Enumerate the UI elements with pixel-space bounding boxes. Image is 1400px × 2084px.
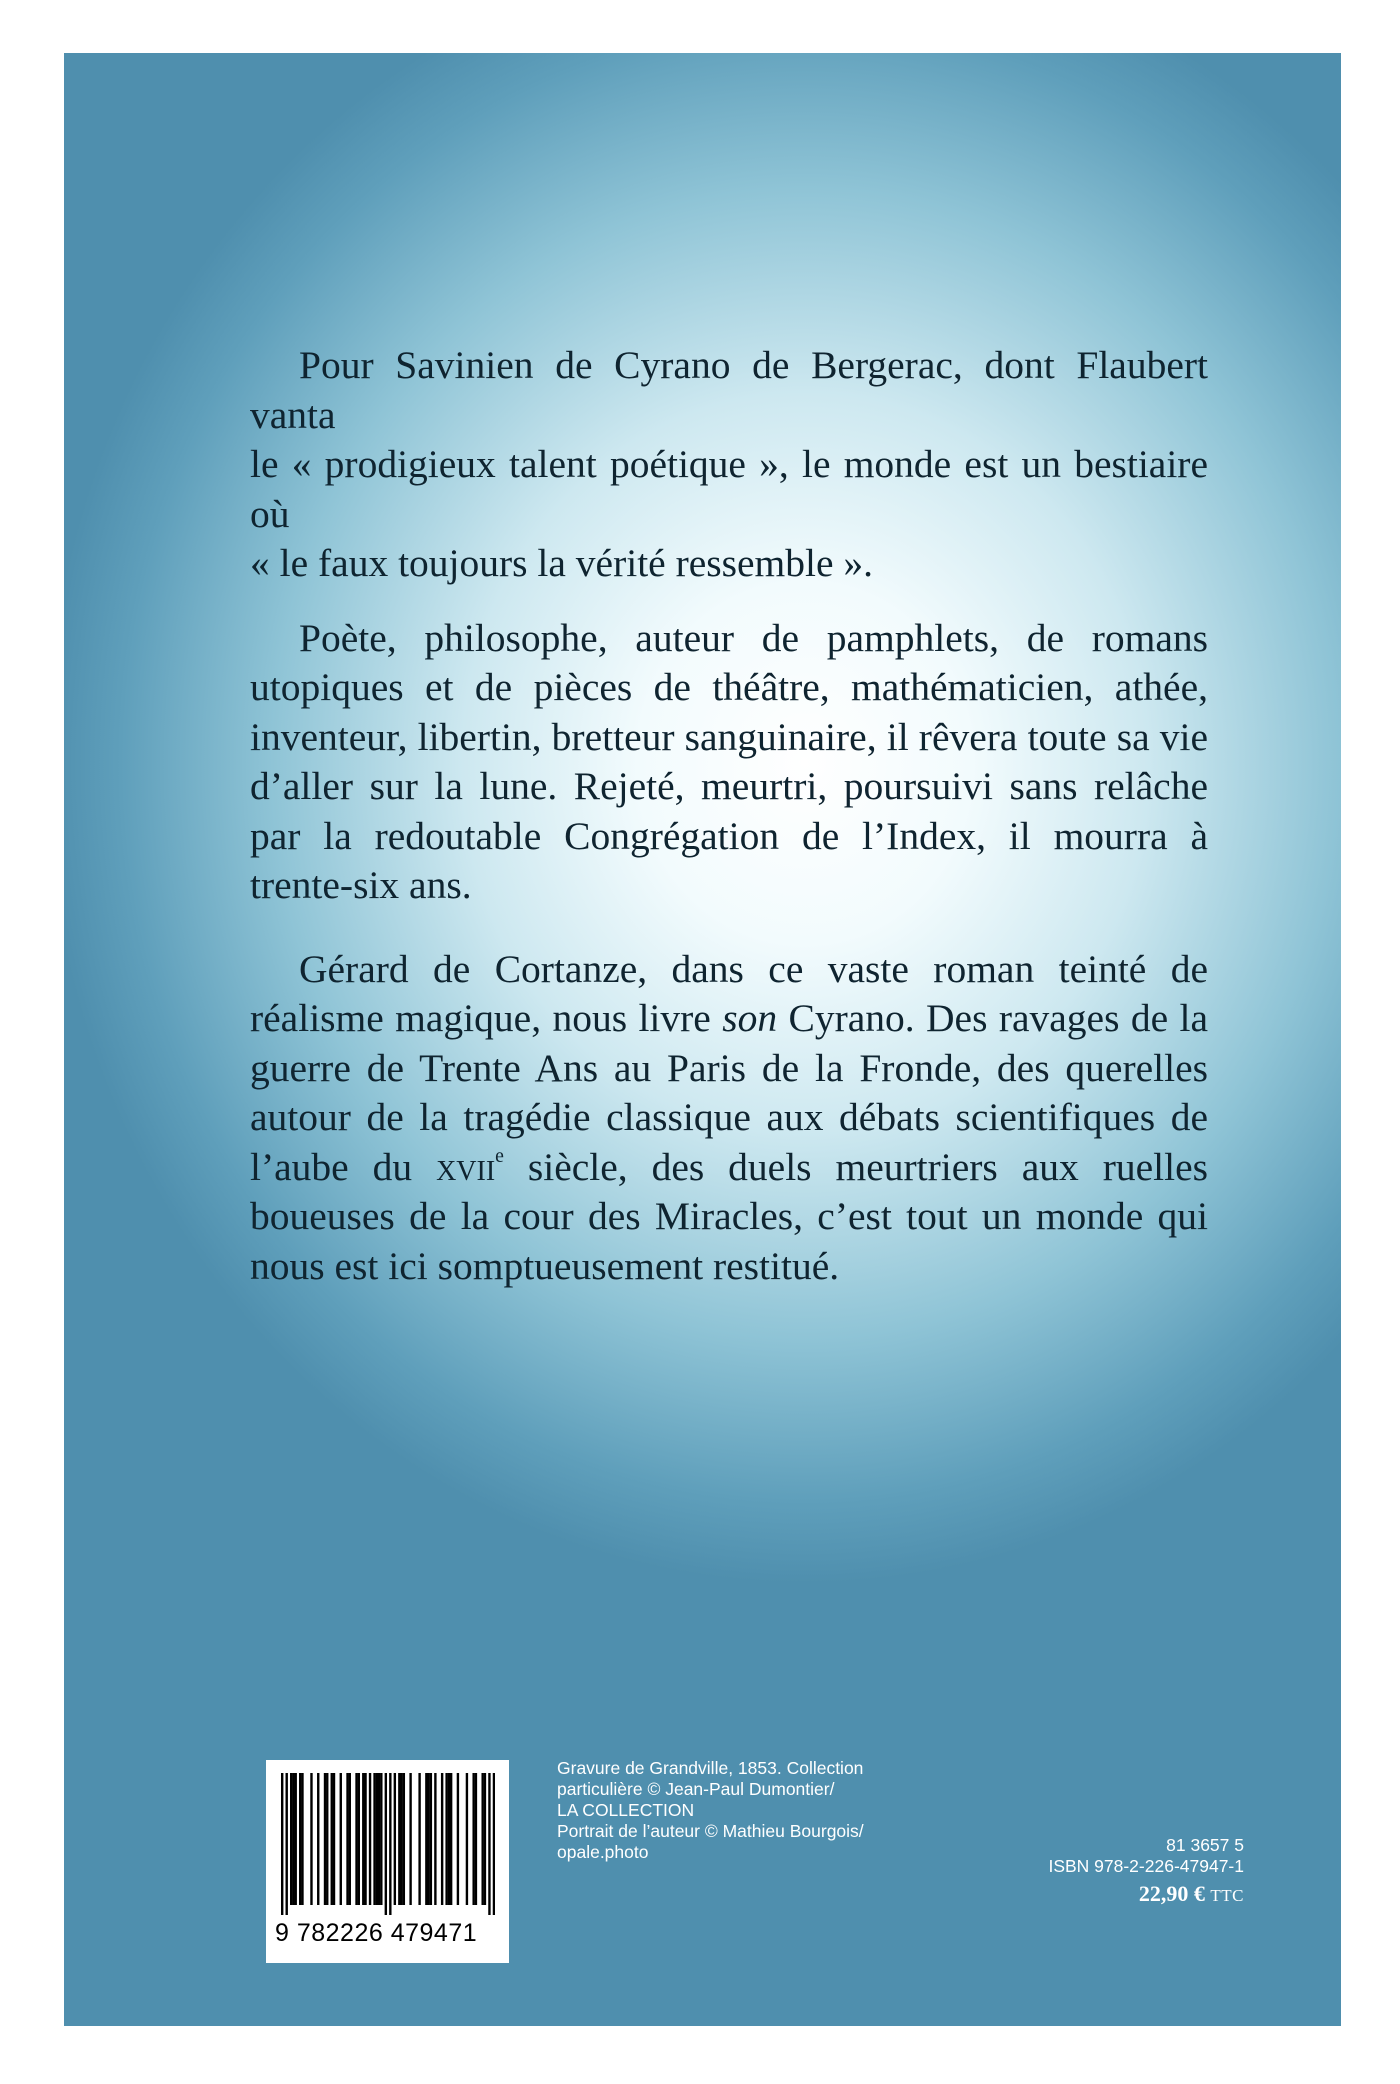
- barcode-bar: [340, 1773, 342, 1905]
- barcode-bar: [281, 1773, 283, 1915]
- price: [1008, 1883, 1244, 1906]
- barcode-bar: [290, 1773, 292, 1905]
- barcode-bar: [484, 1773, 486, 1905]
- barcode-bar: [418, 1773, 420, 1905]
- barcode-bar: [448, 1773, 450, 1905]
- product-code: 81 3657 5: [1166, 1835, 1244, 1855]
- barcode-bar: [380, 1773, 382, 1905]
- barcode-bar: [310, 1773, 312, 1905]
- century-numeral: xvii: [436, 1144, 496, 1189]
- barcode-bar: [441, 1773, 443, 1905]
- barcode-bar: [427, 1773, 429, 1905]
- blurb-p3-italic: son: [722, 996, 778, 1040]
- barcode-bar: [394, 1773, 396, 1905]
- blurb-p1-line2: le « prodigieux talent poétique », le monde est un bestiaire où: [250, 442, 1208, 536]
- barcode-bar: [317, 1773, 319, 1905]
- barcode-bar: [430, 1773, 432, 1905]
- barcode-bar: [326, 1773, 328, 1905]
- barcode-bar: [389, 1773, 391, 1915]
- price-tax: TTC: [1210, 1886, 1244, 1905]
- barcode-bar: [434, 1773, 436, 1905]
- barcode-bar: [349, 1773, 351, 1905]
- barcode-bar: [400, 1773, 402, 1905]
- blurb-p3-part1: Gérard de Cortanze, dans ce vaste roman teinté de réalisme magique, nous livre: [250, 946, 1208, 1040]
- pricing-block: [1008, 1835, 1244, 1906]
- barcode-bar: [488, 1773, 490, 1915]
- blurb-p3-part2: Cyrano. Des ravages de la guerre de Trente Ans au Paris de la Fronde, des querelles autour de la tragédie classique aux débats scientifiques de l’aube du: [250, 996, 1208, 1189]
- barcode-bar: [355, 1773, 357, 1905]
- barcode-bar: [364, 1773, 366, 1905]
- barcode-bar: [472, 1773, 474, 1905]
- barcode: [266, 1760, 509, 1963]
- barcode-bar: [369, 1773, 371, 1905]
- blurb-p1-line1: Pour Savinien de Cyrano de Bergerac, dont Flaubert vanta: [250, 343, 1208, 437]
- barcode-bar: [493, 1773, 495, 1915]
- blurb-text: [250, 341, 1208, 1291]
- barcode-bar: [295, 1773, 297, 1905]
- blurb-paragraph-2: Poète, philosophe, auteur de pamphlets, de romans utopiques et de pièces de théâtre, mathématicien, athée, inventeur, libertin, bretteur sanguinaire, il rêvera toute sa vie d’aller sur la lune. Rejeté, meurtri, poursuivi sans relâche par la redoutable Congrégation de l’Index, il mourra à trente-six ans.: [250, 615, 1208, 907]
- barcode-bar: [286, 1773, 288, 1915]
- barcode-bar: [376, 1773, 378, 1905]
- blurb-p1-line3: « le faux toujours la vérité ressemble ».: [250, 541, 874, 585]
- century-superscript: e: [495, 1144, 504, 1167]
- barcode-bar: [331, 1773, 333, 1905]
- barcode-bar: [346, 1773, 348, 1905]
- barcode-bar: [299, 1773, 301, 1905]
- image-credits: [557, 1758, 957, 1863]
- barcode-bar: [457, 1773, 459, 1905]
- barcode-bar: [425, 1773, 427, 1905]
- isbn: ISBN 978-2-226-47947-1: [1048, 1856, 1244, 1876]
- price-amount: 22,90 €: [1138, 1881, 1205, 1906]
- blurb-paragraph-3: [250, 945, 1208, 1292]
- barcode-bar: [481, 1773, 483, 1905]
- barcode-bars: [281, 1773, 495, 1915]
- barcode-bar: [475, 1773, 477, 1905]
- barcode-bar: [301, 1773, 303, 1905]
- barcode-bar: [362, 1773, 364, 1905]
- barcode-bar: [373, 1773, 375, 1905]
- barcode-bar: [333, 1773, 335, 1905]
- barcode-bar: [398, 1773, 400, 1905]
- blurb-p3-part3: siècle, des duels meurtriers aux ruelles boueuses de la cour des Miracles, c’est tout un monde qui nous est ici somptueusement restitué.: [250, 1144, 1208, 1288]
- barcode-bar: [450, 1773, 452, 1905]
- blurb-paragraph-1: [250, 341, 1208, 589]
- back-cover: [64, 53, 1341, 2026]
- barcode-bar: [358, 1773, 360, 1905]
- credit-line-1: Gravure de Grandville, 1853. Collection: [557, 1758, 864, 1778]
- credit-line-4: Portrait de l’auteur © Mathieu Bourgois/: [557, 1821, 864, 1841]
- barcode-bar: [466, 1773, 468, 1905]
- barcode-bar: [445, 1773, 447, 1905]
- barcode-bar: [385, 1773, 387, 1915]
- credit-line-3: LA COLLECTION: [557, 1800, 695, 1820]
- barcode-bar: [324, 1773, 326, 1905]
- barcode-bar: [378, 1773, 380, 1905]
- barcode-bar: [292, 1773, 294, 1905]
- barcode-bar: [403, 1773, 405, 1905]
- credit-line-2: particulière © Jean-Paul Dumontier/: [557, 1779, 835, 1799]
- credit-line-5: opale.photo: [557, 1842, 649, 1862]
- barcode-digits: 9 782226 479471: [275, 1919, 478, 1947]
- barcode-bar: [409, 1773, 411, 1905]
